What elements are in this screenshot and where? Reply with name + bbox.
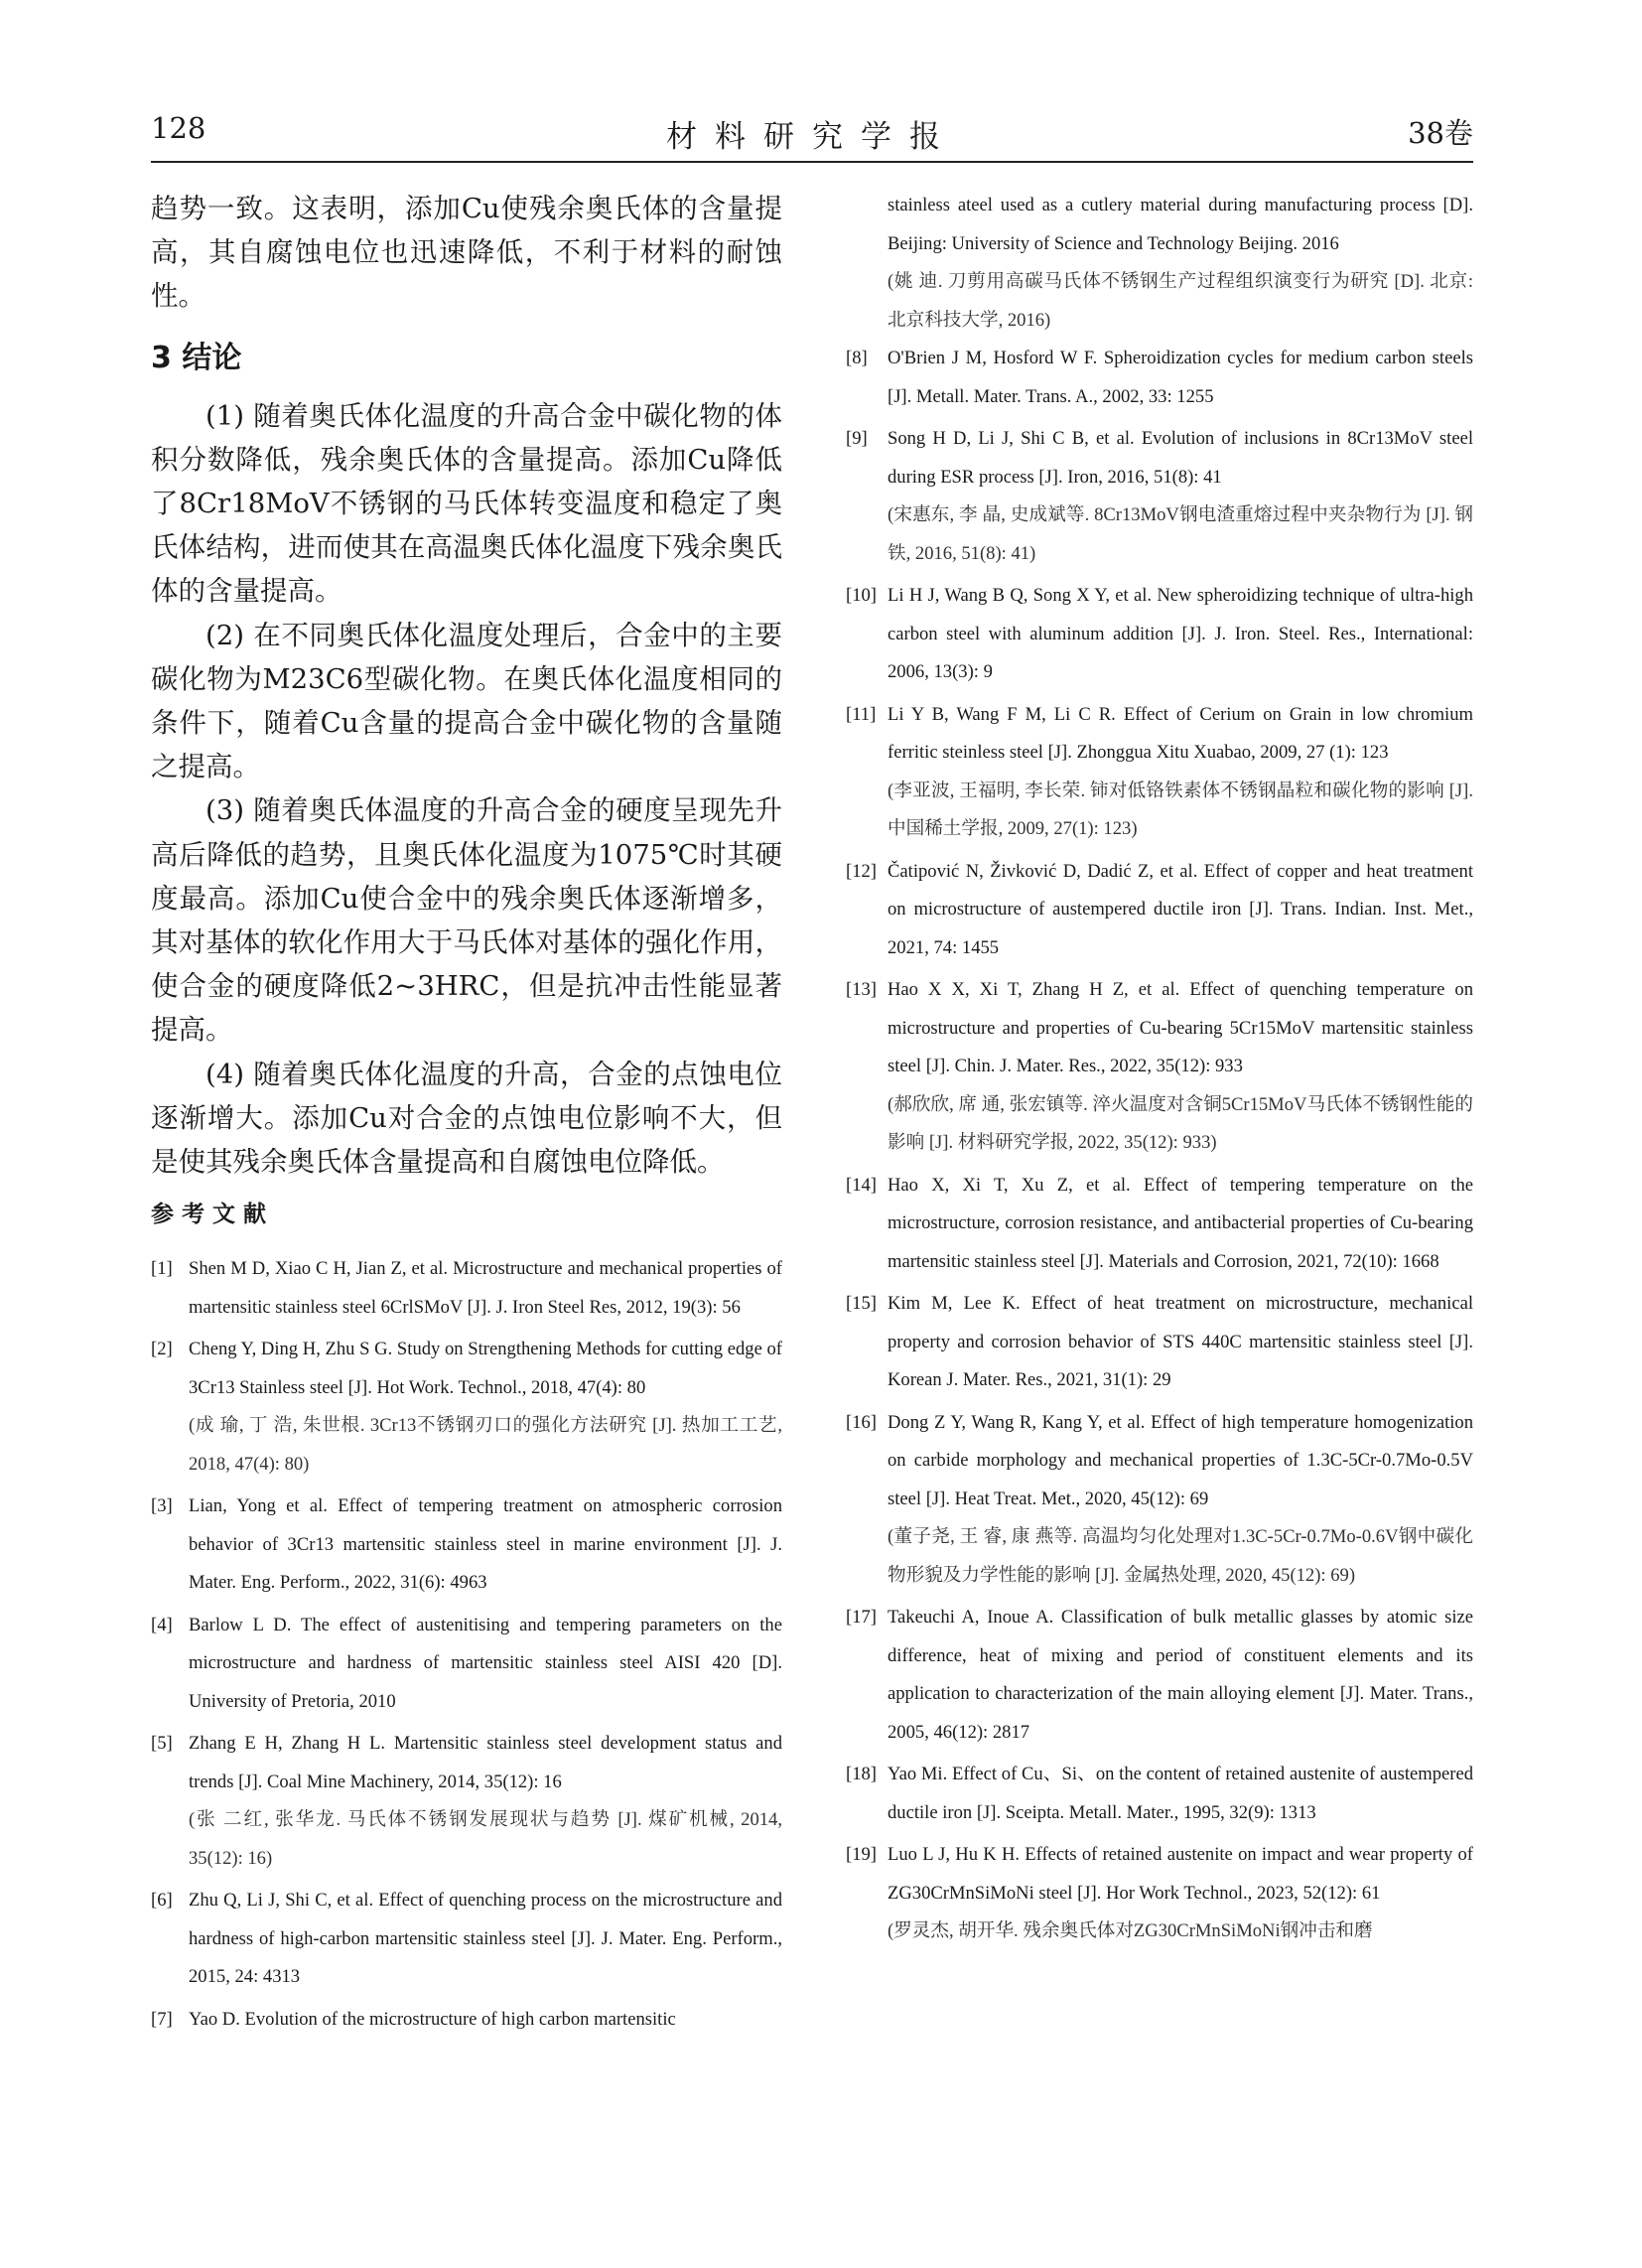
conclusion-paragraph: (1) 随着奥氏体化温度的升高合金中碳化物的体积分数降低，残余奥氏体的含量提高。添加Cu降低了8Cr18MoV不锈钢的马氏体转变温度和稳定了奥氏体结构，进而使其在高温奥氏体化温度下残余奥氏体的含量提高。 <box>151 399 782 608</box>
reference-text: Cheng Y, Ding H, Zhu S G. Study on Strengthening Methods for cutting edge of 3Cr13 Stainless steel [J]. Hot Work. Technol., 2018, 47(4): 80 <box>189 1339 782 1398</box>
reference-item <box>151 1882 782 1997</box>
reference-number: [18] <box>846 1764 877 1784</box>
reference-text: Zhang E H, Zhang H L. Martensitic stainless steel development status and trends [J]. Coal Mine Machinery, 2014, 35(12): 16 <box>189 1733 782 1792</box>
reference-chinese: (宋惠东, 李 晶, 史成斌等. 8Cr13MoV钢电渣重熔过程中夹杂物行为 [J]. 钢铁, 2016, 51(8): 41) <box>888 504 1473 564</box>
reference-item <box>151 1331 782 1484</box>
reference-number: [11] <box>846 703 877 725</box>
reference-number: [6] <box>151 1890 173 1912</box>
reference-text: Kim M, Lee K. Effect of heat treatment on microstructure, mechanical property and corrosion behavior of STS 440C martensitic stainless steel [J]. Korean J. Mater. Res., 2021, 31(1): 29 <box>888 1293 1473 1390</box>
reference-text: Lian, Yong et al. Effect of tempering treatment on atmospheric corrosion behavior of 3Cr13 martensitic stainless steel in marine environment [J]. J. Mater. Eng. Perform., 2022, 31(6): 4963 <box>189 1495 782 1594</box>
reference-number: [7] <box>151 2008 173 2030</box>
reference-item <box>846 971 1473 1163</box>
reference-text: O'Brien J M, Hosford W F. Spheroidization cycles for medium carbon steels [J]. Metall. Mater. Trans. A., 2002, 33: 1255 <box>888 348 1473 407</box>
reference-item <box>151 2001 782 2040</box>
reference-number: [10] <box>846 585 877 606</box>
journal-title: 材料研究学报 <box>666 119 958 155</box>
header-divider <box>151 161 1473 163</box>
conclusion-paragraph: (4) 随着奥氏体化温度的升高，合金的点蚀电位逐渐增大。添加Cu对合金的点蚀电位影响不大，但是使其残余奥氏体含量提高和自腐蚀电位降低。 <box>151 1058 782 1179</box>
reference-text: stainless ateel used as a cutlery material during manufacturing process [D]. Beijing: University of Science and Technology Beijing. 2016 <box>888 195 1473 254</box>
reference-item <box>846 420 1473 573</box>
conclusion-paragraph: (2) 在不同奥氏体化温度处理后，合金中的主要碳化物为M23C6型碳化物。在奥氏体化温度相同的条件下，随着Cu含量的提高合金中碳化物的含量随之提高。 <box>151 619 782 783</box>
reference-item <box>846 696 1473 849</box>
reference-item <box>151 1250 782 1327</box>
volume-label: 38卷 <box>1408 116 1473 150</box>
reference-item <box>846 1756 1473 1832</box>
reference-item <box>846 340 1473 416</box>
reference-text: Dong Z Y, Wang R, Kang Y, et al. Effect of high temperature homogenization on carbide morphology and mechanical properties of 1.3C-5Cr-0.7Mo-0.5V steel [J]. Heat Treat. Met., 2020, 45(12): 69 <box>888 1411 1473 1509</box>
reference-number: [4] <box>151 1614 173 1635</box>
reference-chinese: (郝欣欣, 席 通, 张宏镇等. 淬火温度对含铜5Cr15MoV马氏体不锈钢性能的影响 [J]. 材料研究学报, 2022, 35(12): 933) <box>888 1093 1473 1153</box>
reference-number: [12] <box>846 860 877 882</box>
reference-chinese: (张 二红, 张华龙. 马氏体不锈钢发展现状与趋势 [J]. 煤矿机械, 2014, 35(12): 16) <box>189 1809 782 1869</box>
reference-text: Luo L J, Hu K H. Effects of retained austenite on impact and wear property of ZG30CrMnSiMoNi steel [J]. Hor Work Technol., 2023, 52(12): 61 <box>888 1844 1473 1904</box>
reference-text: Hao X X, Xi T, Zhang H Z, et al. Effect of quenching temperature on microstructure and properties of Cu-bearing 5Cr15MoV martensitic stainless steel [J]. Chin. J. Mater. Res., 2022, 35(12): 933 <box>888 979 1473 1076</box>
reference-item <box>151 1488 782 1603</box>
reference-item <box>846 1404 1473 1596</box>
reference-item <box>846 1836 1473 1951</box>
section-heading: 3 结论 <box>151 340 242 375</box>
reference-item <box>151 1607 782 1722</box>
reference-item <box>846 1285 1473 1400</box>
reference-item <box>846 577 1473 692</box>
reference-number: [5] <box>151 1733 173 1755</box>
reference-number: [13] <box>846 979 877 1000</box>
reference-number: [2] <box>151 1339 173 1360</box>
reference-chinese: (姚 迪. 刀剪用高碳马氏体不锈钢生产过程组织演变行为研究 [D]. 北京: 北京科技大学, 2016) <box>888 271 1473 331</box>
reference-number: [19] <box>846 1844 877 1865</box>
reference-text: Song H D, Li J, Shi C B, et al. Evolution of inclusions in 8Cr13MoV steel during ESR process [J]. Iron, 2016, 51(8): 41 <box>888 428 1473 488</box>
reference-number: [15] <box>846 1293 877 1314</box>
reference-text: Li Y B, Wang F M, Li C R. Effect of Cerium on Grain in low chromium ferritic steinless steel [J]. Zhonggua Xitu Xuabao, 2009, 27 (1): 123 <box>888 703 1473 763</box>
reference-chinese: (罗灵杰, 胡开华. 残余奥氏体对ZG30CrMnSiMoNi钢冲击和磨 <box>888 1920 1373 1941</box>
reference-item <box>846 1167 1473 1282</box>
reference-text: Yao Mi. Effect of Cu、Si、on the content of retained austenite of austempered ductile iron [J]. Sceipta. Metall. Mater., 1995, 32(9): 1313 <box>888 1764 1473 1823</box>
reference-text: Takeuchi A, Inoue A. Classification of bulk metallic glasses by atomic size difference, heat of mixing and period of constituent elements and its application to characterization of the main alloying element [J]. Mater. Trans., 2005, 46(12): 2817 <box>888 1607 1473 1743</box>
reference-continuation <box>846 187 1473 340</box>
reference-chinese: (董子尧, 王 睿, 康 燕等. 高温均匀化处理对1.3C-5Cr-0.7Mo-0.6V钢中碳化物形貌及力学性能的影响 [J]. 金属热处理, 2020, 45(12): 69) <box>888 1526 1473 1586</box>
reference-number: [3] <box>151 1495 173 1517</box>
conclusion-paragraph: (3) 随着奥氏体温度的升高合金的硬度呈现先升高后降低的趋势，且奥氏体化温度为1075℃时其硬度最高。添加Cu使合金中的残余奥氏体逐渐增多，其对基体的软化作用大于马氏体对基体的强化作用，使合金的硬度降低2~3HRC，但是抗冲击性能显著提高。 <box>151 794 782 1047</box>
reference-number: [8] <box>846 348 868 368</box>
reference-text: Yao D. Evolution of the microstructure of high carbon martensitic <box>189 2008 676 2030</box>
reference-item <box>846 1599 1473 1752</box>
reference-number: [14] <box>846 1174 877 1196</box>
reference-item <box>846 853 1473 968</box>
reference-number: [1] <box>151 1258 173 1280</box>
reference-text: Barlow L D. The effect of austenitising and tempering parameters on the microstructure and hardness of martensitic stainless steel AISI 420 [D]. University of Pretoria, 2010 <box>189 1614 782 1712</box>
reference-item <box>151 1725 782 1878</box>
reference-text: Li H J, Wang B Q, Song X Y, et al. New spheroidizing technique of ultra-high carbon steel with aluminum addition [J]. J. Iron. Steel. Res., International: 2006, 13(3): 9 <box>888 585 1473 682</box>
reference-text: Shen M D, Xiao C H, Jian Z, et al. Microstructure and mechanical properties of martensitic stainless steel 6CrlSMoV [J]. J. Iron Steel Res, 2012, 19(3): 56 <box>189 1258 782 1318</box>
page-number: 128 <box>151 111 206 145</box>
page-header <box>151 111 1473 161</box>
reference-text: Zhu Q, Li J, Shi C, et al. Effect of quenching process on the microstructure and hardness of high-carbon martensitic stainless steel [J]. J. Mater. Eng. Perform., 2015, 24: 4313 <box>189 1890 782 1988</box>
reference-chinese: (李亚波, 王福明, 李长荣. 铈对低铬铁素体不锈钢晶粒和碳化物的影响 [J]. 中国稀土学报, 2009, 27(1): 123) <box>888 780 1473 839</box>
intro-paragraph: 趋势一致。这表明，添加Cu使残余奥氏体的含量提高，其自腐蚀电位也迅速降低，不利于材料的耐蚀性。 <box>151 193 782 313</box>
reference-number: [9] <box>846 428 868 449</box>
reference-chinese: (成 瑜, 丁 浩, 朱世根. 3Cr13不锈钢刃口的强化方法研究 [J]. 热加工工艺, 2018, 47(4): 80) <box>189 1415 782 1475</box>
left-column <box>151 187 782 2039</box>
reference-number: [17] <box>846 1607 877 1628</box>
right-column <box>846 187 1473 1951</box>
reference-text: Hao X, Xi T, Xu Z, et al. Effect of tempering temperature on the microstructure, corrosion resistance, and antibacterial properties of Cu-bearing martensitic stainless steel [J]. Materials and Corrosion, 2021, 72(10): 1668 <box>888 1174 1473 1272</box>
references-heading: 参考文献 <box>151 1202 274 1228</box>
reference-number: [16] <box>846 1411 877 1433</box>
reference-text: Čatipović N, Živković D, Dadić Z, et al. Effect of copper and heat treatment on microstructure of austempered ductile iron [J]. Trans. Indian. Inst. Met., 2021, 74: 1455 <box>888 860 1473 958</box>
